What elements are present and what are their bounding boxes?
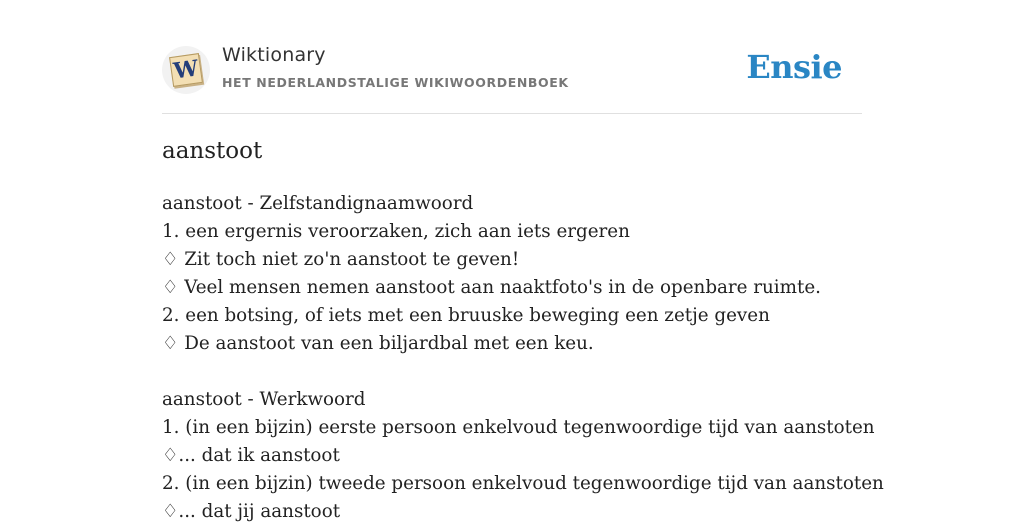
definition-line: 2. een botsing, of iets met een bruuske beweging een zetje geven [162, 305, 770, 326]
example-line: ♢... dat jij aanstoot [162, 501, 341, 522]
entry-heading: aanstoot - Werkwoord [162, 389, 366, 410]
definition-entries [162, 190, 884, 526]
page [162, 0, 884, 522]
example-line: ♢ De aanstoot van een biljardbal met een keu. [162, 333, 594, 354]
entry-spacer [162, 358, 884, 386]
site-subtitle: HET NEDERLANDSTALIGE WIKIWOORDENBOEK [222, 75, 569, 90]
wiktionary-w-tile-icon [169, 53, 203, 87]
example-line: ♢... dat ik aanstoot [162, 445, 340, 466]
wiktionary-logo[interactable] [162, 46, 210, 94]
logo-letter: W [171, 55, 201, 85]
definition-line: 1. (in een bijzin) eerste persoon enkelvoud tegenwoordige tijd van aanstoten [162, 417, 875, 438]
definition-line: 1. een ergernis veroorzaken, zich aan iets ergeren [162, 221, 630, 242]
example-line: ♢ Zit toch niet zo'n aanstoot te geven! [162, 249, 520, 270]
definition-line: 2. (in een bijzin) tweede persoon enkelvoud tegenwoordige tijd van aanstoten [162, 473, 884, 494]
entry-heading: aanstoot - Zelfstandignaamwoord [162, 193, 474, 214]
site-header [162, 0, 862, 114]
page-title: aanstoot [162, 138, 263, 164]
ensie-brand-link[interactable]: Ensie [746, 48, 842, 86]
example-line: ♢ Veel mensen nemen aanstoot aan naaktfoto's in de openbare ruimte. [162, 277, 821, 298]
site-title[interactable]: Wiktionary [222, 44, 326, 66]
